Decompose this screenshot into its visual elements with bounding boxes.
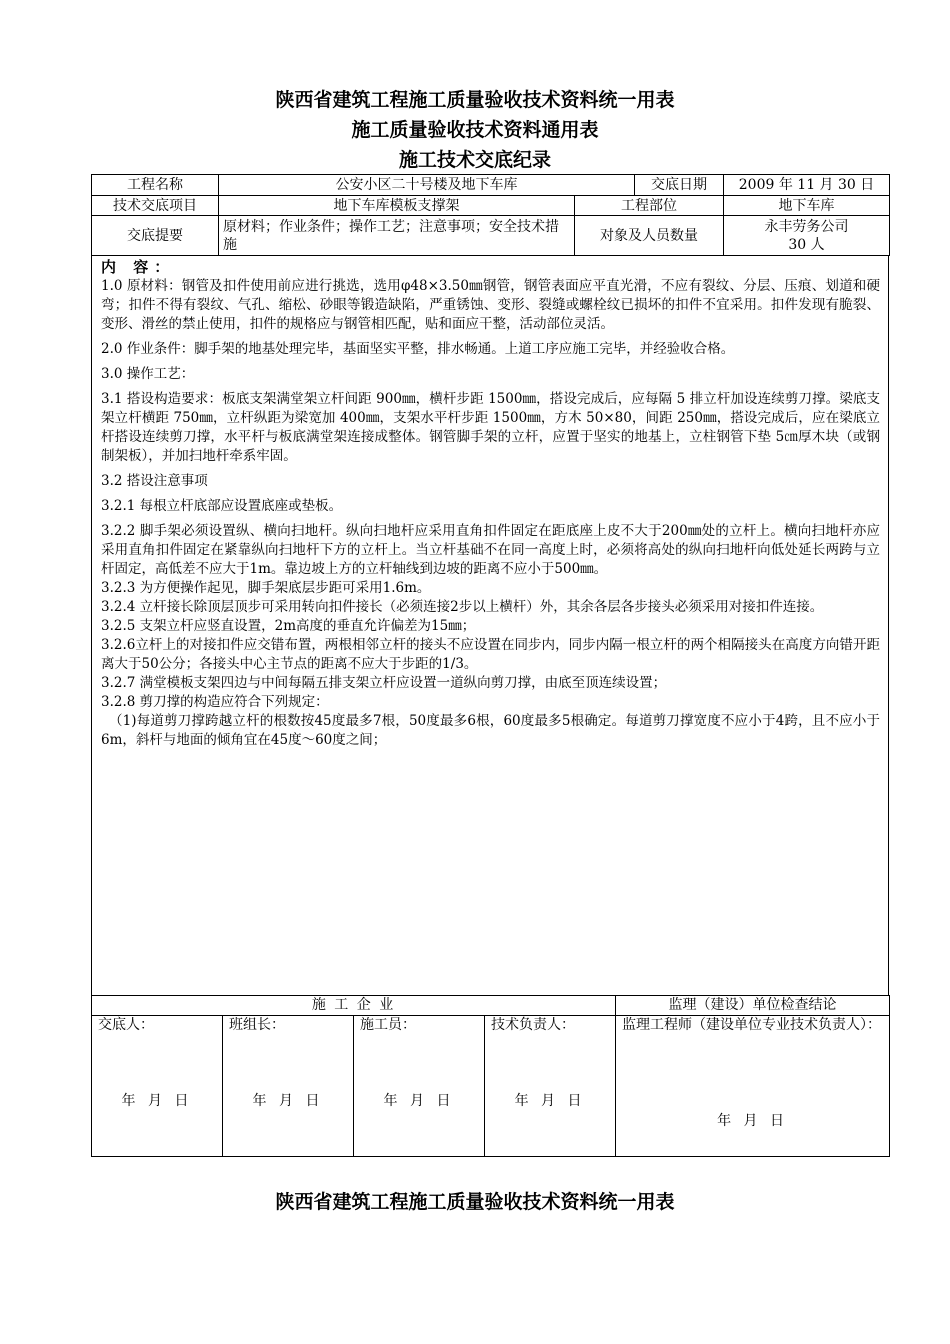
briefer-cell (92, 1016, 223, 1157)
paragraph-3-2-3: 3.2.3 为方便操作起见，脚手架底层步距可采用1.6m。 (101, 580, 431, 596)
constructor-header: 施 工 企 业 (92, 996, 616, 1016)
paragraph-3-2-4: 3.2.4 立杆接长除顶层顶步可采用转向扣件接长（必须连接2步以上横杆）外，其余各层各步接头必须采用对接扣件连接。 (101, 599, 824, 615)
item-value: 地下车库模板支撑架 (219, 196, 575, 216)
paragraph-3-2-8: 3.2.8 剪刀撑的构造应符合下列规定： (101, 694, 329, 710)
team-leader-label: 班组长： (229, 1017, 285, 1033)
paragraph-3-2-8-1: （1)每道剪刀撑跨越立杆的根数按45度最多7根，50度最多6根，60度最多5根确定。每道剪刀撑宽度不应小于4跨，且不应小于6m，斜杆与地面的倾角宜在45度～60度之间； (101, 713, 880, 748)
date-label: 交底日期 (635, 175, 724, 196)
content-heading: 内 容： (101, 258, 176, 276)
paragraph-3-2-7: 3.2.7 满堂模板支架四边与中间每隔五排支架立杆应设置一道纵向剪刀撑，由底至顶连续设置； (101, 675, 667, 691)
tech-lead-cell (485, 1016, 616, 1157)
paragraph-3-2-1: 3.2.1 每根立杆底部应设置底座或垫板。 (101, 498, 343, 514)
people-count: 30 人 (788, 236, 825, 253)
form-main-title: 陕西省建筑工程施工质量验收技术资料统一用表 (275, 89, 675, 111)
summary-value: 原材料；作业条件；操作工艺；注意事项；安全技术措施 (219, 216, 575, 256)
next-page-title: 陕西省建筑工程施工质量验收技术资料统一用表 (275, 1191, 675, 1213)
project-name-label: 工程名称 (92, 175, 219, 196)
team-leader-cell (223, 1016, 354, 1157)
form-sub-title: 施工质量验收技术资料通用表 (351, 119, 599, 141)
paragraph-3-2-5: 3.2.5 支架立杆应竖直设置，2m高度的垂直允许偏差为15㎜； (101, 618, 476, 634)
content-section (91, 256, 889, 996)
paragraph-setup-requirements: 3.1 搭设构造要求：板底支架满堂架立杆间距 900㎜，横杆步距 1500㎜，搭设完成后，应每隔 5 排立杆加设连续剪刀撑。梁底支架立杆横距 750㎜，立杆纵距为梁宽加 400㎜，支架水平杆步距 1500㎜，方木 50×80，间距 250㎜，搭设完成后，应在梁底立杆搭设连续剪刀撑，水平杆与板底满堂架连接成整体。钢管脚手架的立杆，应置于坚实的地基上，立柱钢管下垫 5㎝厚木块（或钢制架板），并加扫地杆牵系牢固。 (101, 391, 880, 464)
project-name-value: 公安小区二十号楼及地下车库 (219, 175, 635, 196)
supervisor-label: 监理工程师（建设单位专业技术负责人）： (622, 1017, 882, 1033)
paragraph-conditions: 2.0 作业条件：脚手架的地基处理完毕，基面坚实平整，排水畅通。上道工序应施工完毕，并经验收合格。 (101, 341, 735, 357)
supervisor-date: 年 月 日 (717, 1113, 788, 1129)
worker-label: 施工员： (360, 1017, 416, 1033)
supervisor-cell (616, 1016, 890, 1157)
people-value (724, 216, 890, 256)
paragraph-3-2-6: 3.2.6立杆上的对接扣件应交错布置，两根相邻立杆的接头不应设置在同步内，同步内隔一根立杆的两个相隔接头在高度方向错开距离大于50公分；各接头中心主节点的距离不应大于步距的1/3。 (101, 637, 880, 672)
tech-lead-date: 年 月 日 (514, 1093, 586, 1109)
paragraph-materials: 1.0 原材料：钢管及扣件使用前应进行挑选，选用φ48×3.50㎜钢管，钢管表面应平直光滑，不应有裂纹、分层、压痕、划道和硬弯；扣件不得有裂纹、气孔、缩松、砂眼等锻造缺陷，严重锈蚀、变形、裂缝或螺栓纹已损坏的扣件不宜采用。扣件发现有脆裂、变形、滑丝的禁止使用，扣件的规格应与钢管相匹配，贴和面应干整，活动部位灵活。 (101, 278, 880, 332)
record-title: 施工技术交底纪录 (398, 149, 551, 171)
paragraph-notes-heading: 3.2 搭设注意事项 (101, 473, 208, 489)
briefer-date: 年 月 日 (121, 1093, 193, 1109)
company-name: 永丰劳务公司 (764, 218, 849, 235)
people-label: 对象及人员数量 (575, 216, 724, 256)
signature-table (91, 995, 890, 1157)
header-table (91, 174, 890, 256)
date-value: 2009 年 11 月 30 日 (724, 175, 890, 196)
paragraph-process: 3.0 操作工艺： (101, 366, 195, 382)
worker-date: 年 月 日 (383, 1093, 455, 1109)
part-value: 地下车库 (724, 196, 890, 216)
part-label: 工程部位 (575, 196, 724, 216)
tech-lead-label: 技术负责人： (491, 1017, 575, 1033)
worker-cell (354, 1016, 485, 1157)
briefer-label: 交底人： (98, 1017, 154, 1033)
item-label: 技术交底项目 (92, 196, 219, 216)
summary-label: 交底提要 (92, 216, 219, 256)
supervisor-header: 监理（建设）单位检查结论 (616, 996, 890, 1016)
team-leader-date: 年 月 日 (252, 1093, 324, 1109)
paragraph-3-2-2: 3.2.2 脚手架必须设置纵、横向扫地杆。纵向扫地杆应采用直角扣件固定在距底座上皮不大于200㎜处的立杆上。横向扫地杆亦应采用直角扣件固定在紧靠纵向扫地杆下方的立杆上。当立杆基础不在同一高度上时，必须将高处的纵向扫地杆向低处延长两跨与立杆固定，高低差不应大于1m。靠边坡上方的立杆轴线到边坡的距离不应小于500㎜。 (101, 523, 880, 577)
